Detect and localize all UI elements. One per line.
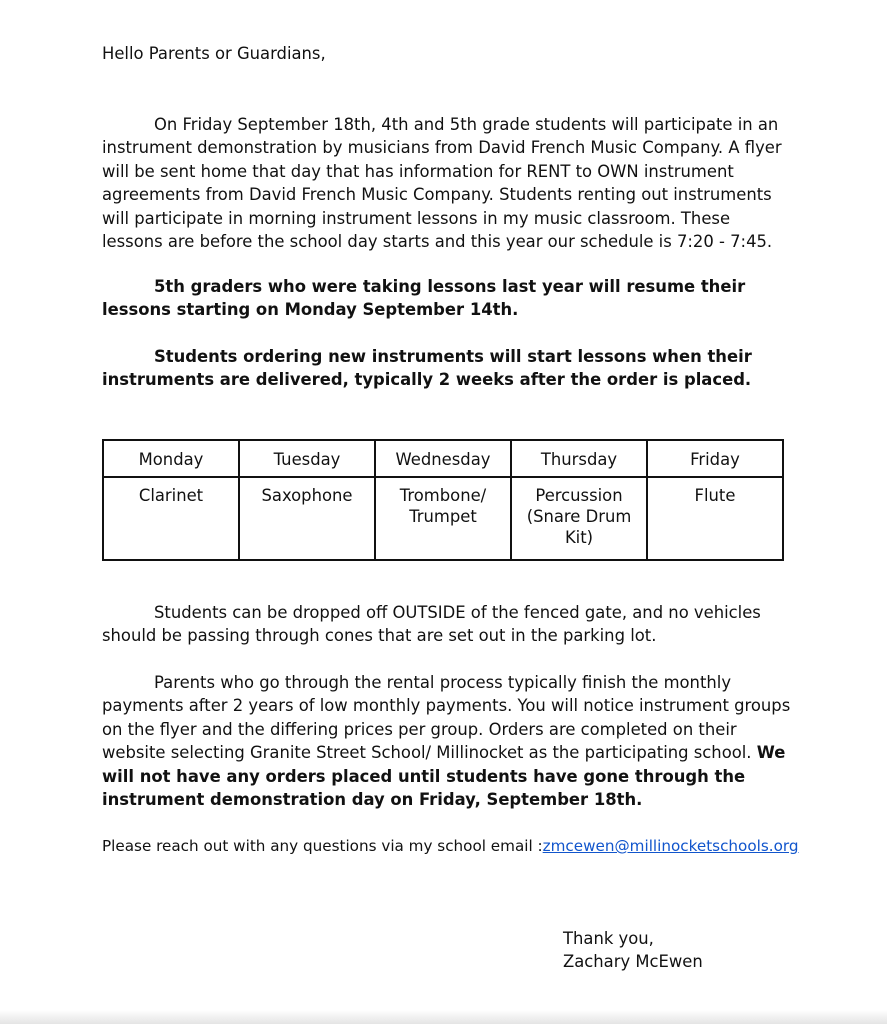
paragraph-demonstration-text: On Friday September 18th, 4th and 5th grade students will participate in an instrument demonstration by musicians from David French Music Company. A flyer will be sent home that day that has information for RENT to OWN instrument agreements from David French Music Company. Students renting out instruments will participate in morning instrument lessons in my music classroom. These lessons are before the school day starts and this year our schedule is 7:20 - 7:45. (102, 115, 782, 252)
paragraph-new-instruments (102, 345, 792, 392)
schedule-day-header: Tuesday (239, 440, 375, 477)
closing-block (563, 927, 703, 974)
page-bottom-shadow (0, 1010, 887, 1024)
lesson-schedule-table (102, 439, 784, 561)
paragraph-rental-process-bold: We will not have any orders placed until students have gone through the instrument demonstration day on Friday, September 18th. (102, 743, 786, 810)
paragraph-returning-students-text: 5th graders who were taking lessons last year will resume their lessons starting on Monday September 14th. (102, 277, 746, 320)
paragraph-returning-students (102, 275, 792, 322)
schedule-instrument-row (103, 477, 783, 560)
email-link[interactable]: zmcewen@millinocketschools.org (542, 837, 799, 855)
schedule-day-header: Friday (647, 440, 783, 477)
paragraph-drop-off-text: Students can be dropped off OUTSIDE of the fenced gate, and no vehicles should be passing through cones that are set out in the parking lot. (102, 603, 761, 646)
schedule-instrument-cell: Clarinet (103, 477, 239, 560)
signature-name: Zachary McEwen (563, 952, 703, 972)
closing-thanks: Thank you, (563, 929, 654, 948)
paragraph-rental-process (102, 671, 792, 811)
contact-text: Please reach out with any questions via my school email : (102, 837, 543, 855)
paragraph-rental-process-text: Parents who go through the rental process typically finish the monthly payments after 2 years of low monthly payments. You will notice instrument groups on the flyer and the differing prices per group. Orders are completed on their website selecting Granite Street School/ Millinocket as the participating school. (102, 673, 791, 763)
greeting: Hello Parents or Guardians, (102, 44, 326, 63)
schedule-instrument-cell: Trombone/ Trumpet (375, 477, 511, 560)
contact-line (102, 835, 799, 858)
schedule-day-header: Wednesday (375, 440, 511, 477)
schedule-instrument-cell: Flute (647, 477, 783, 560)
schedule-day-header: Thursday (511, 440, 647, 477)
schedule-instrument-cell: Percussion (Snare Drum Kit) (511, 477, 647, 560)
paragraph-new-instruments-text: Students ordering new instruments will start lessons when their instruments are delivered, typically 2 weeks after the order is placed. (102, 347, 752, 390)
schedule-instrument-cell: Saxophone (239, 477, 375, 560)
paragraph-drop-off (102, 601, 792, 648)
schedule-day-header: Monday (103, 440, 239, 477)
schedule-header-row (103, 440, 783, 477)
paragraph-demonstration (102, 113, 792, 253)
